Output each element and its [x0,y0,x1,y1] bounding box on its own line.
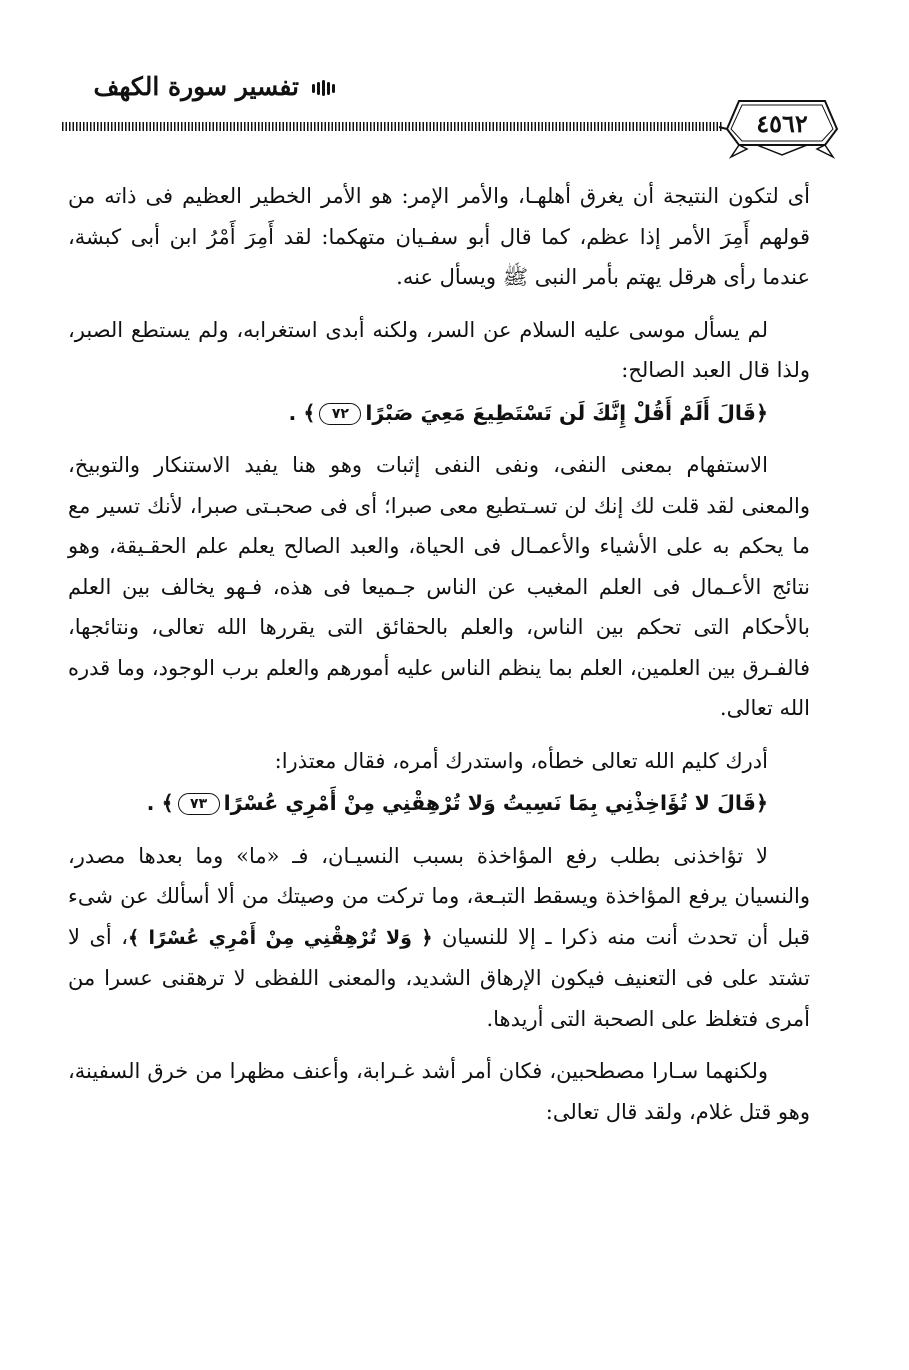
verse-text: قَالَ أَلَمْ أَقُلْ إِنَّكَ لَن تَسْتَطِيعَ مَعِيَ صَبْرًا [365,400,756,425]
verse-text: قَالَ لا تُؤَاخِذْنِي بِمَا نَسِيتُ وَلا تُرْهِقْنِي مِنْ أَمْرِي عُسْرًا [223,791,756,815]
page-header [0,0,909,165]
ayah-number: ٧٢ [319,403,361,425]
paragraph-2: لم يسأل موسى عليه السلام عن السر، ولكنه أبدى استغرابه، ولم يستطع الصبر، ولذا قال العبد الصالح: [68,317,810,382]
paragraph-3: الاستفهام بمعنى النفى، ونفى النفى إثبات وهو هنا يفيد الاستنكار والتوبيخ، والمعنى لقد قلت لك إنك لن تسـتطيع معى صبرا؛ أى فى صحبـتى صبرا، لأنك تسير مع ما يحكم به على الأشياء والأعمـال فى الحياة، والعبد الصالح يعلم علم الحقـيقة، وهو نتائج الأعـمال فى العلم المغيب عن الناس جـميعا فى هذه، فـهو يخالف بين العلم بالأحكام التى تحكم بين الناس، والعلم بالحقائق التى يقررها الله تعالى، ونتائجها، فالفـرق بين العلمين، العلم بما ينظم الناس عليه أمورهم والعلم برب الوجود، وما قدره الله تعالى. [68,453,810,720]
paragraph-5-text-start: لا تؤاخذنى بطلب رفع المؤاخذة بسبب النسيـان، فـ «ما» وما بعدها مصدر، والنسيان يرفع المؤاخذة ويسقط التبـعة، وما تركت من وصيتك من ألا أسألك عن شىء قبل أن تحدث أنت منه ذكرا ـ إلا للنسيان [68,843,810,949]
page-number-frame [717,93,847,161]
verse-73 [68,783,810,824]
paragraph-4: أدرك كليم الله تعالى خطأه، واستدرك أمره، فقال معتذرا: [274,748,768,773]
verse-72 [68,393,810,434]
verse-close-bracket: ﴾ . [146,791,174,815]
ayah-number: ٧٣ [178,793,220,815]
inline-verse: ﴿ وَلا تُرْهِقْنِي مِنْ أَمْرِي عُسْرًا ﴾ [127,926,433,949]
header-rule [62,122,722,131]
paragraph-5-text-end: ، أى لا تشتد على فى التعنيف فيكون الإرهاق الشديد، والمعنى اللفظى لا ترهقنى عسرا من أمرى فتغلظ على الصحبة التى أريدها. [68,924,810,1031]
running-title: تفسير سورة الكهف [93,72,299,101]
verse-close-bracket: ﴾ . [288,400,316,425]
paragraph-1: أى لتكون النتيجة أن يغرق أهلهـا، والأمر الإمر: هو الأمر الخطير العظيم فى ذاته من قولهم أَمِرَ الأمر إذا عظم، كما قال أبو سفـيان متهكما: لقد أَمِرَ أَمْرُ ابن أبى كبشة، عندما رأى هرقل يهتم بأمر النبى ﷺ ويسأل عنه. [68,184,810,289]
ornament-icon [308,79,338,97]
page-body [68,176,810,1132]
paragraph-5 [68,836,810,1040]
verse-open-bracket: ﴿ [755,791,768,815]
page-number: ٤٥٦٢ [756,109,808,138]
verse-open-bracket: ﴿ [755,400,768,425]
paragraph-6: ولكنهما سـارا مصطحبين، فكان أمر أشد غـرابة، وأعنف مظهرا من خرق السفينة، وهو قتل غلام، ولقد قال تعالى: [68,1059,810,1124]
